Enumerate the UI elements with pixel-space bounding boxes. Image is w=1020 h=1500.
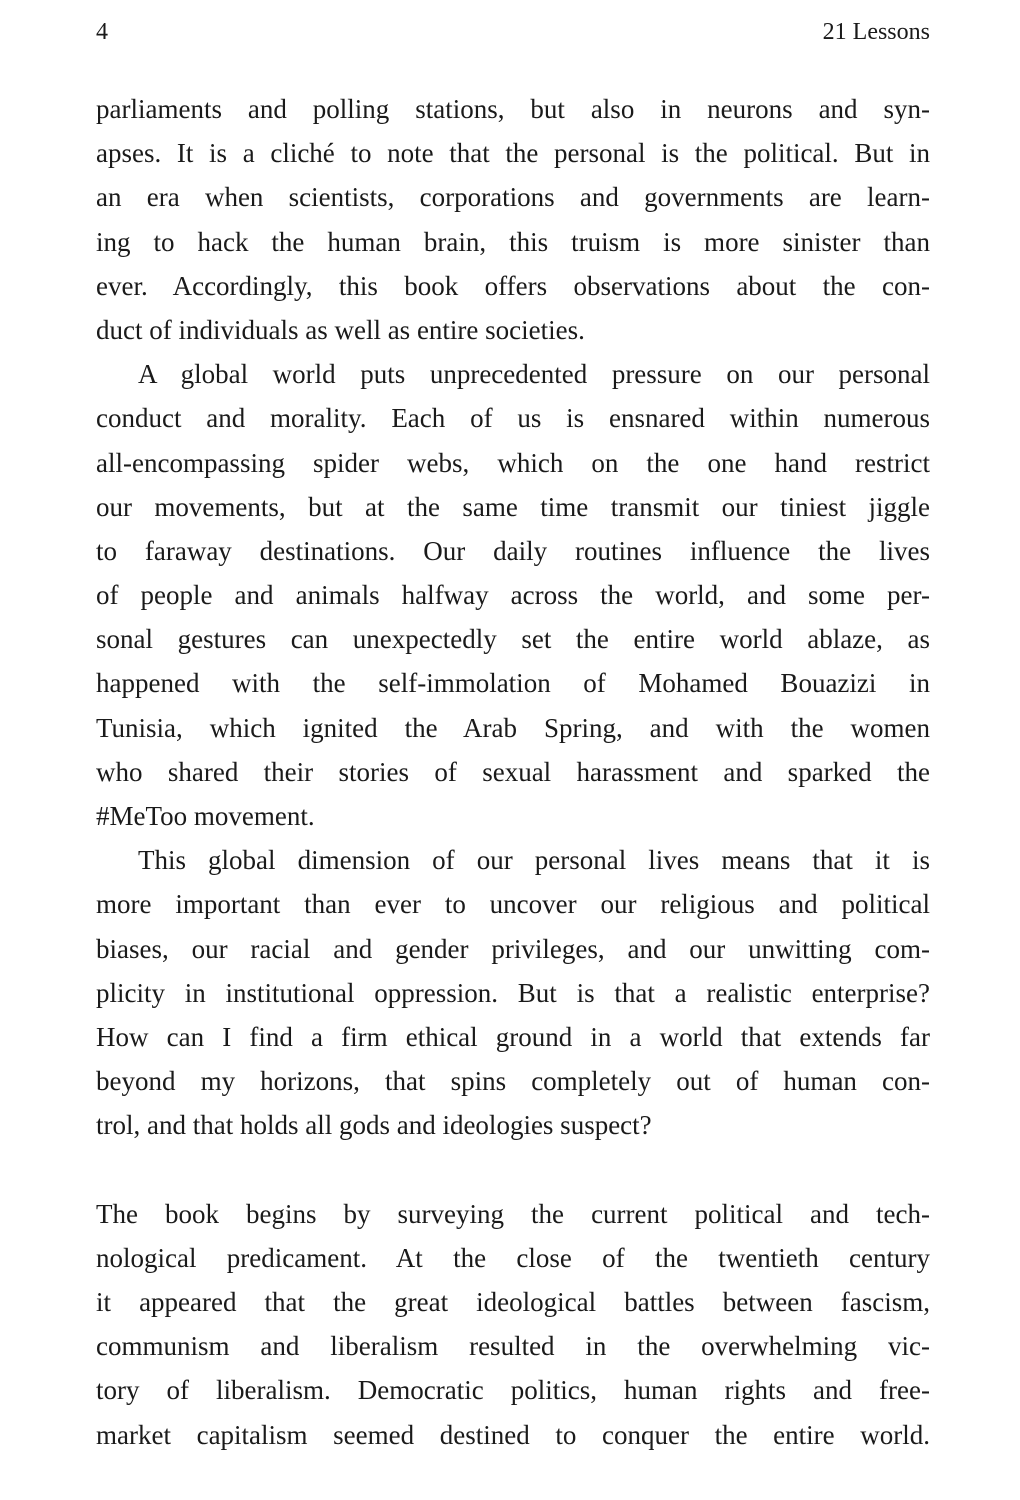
paragraph [96,1192,930,1457]
text-line: an era when scientists, corporations and governments are learn- [96,182,930,213]
text-line: conduct and morality. Each of us is ensnared within numerous [96,403,930,434]
section-break [96,1148,930,1192]
text-line: plicity in institutional oppression. But is that a realistic enterprise? [96,977,930,1008]
text-line: who shared their stories of sexual harassment and sparked the [96,756,930,787]
text-line: apses. It is a cliché to note that the personal is the political. But in [96,138,930,169]
text-line: communism and liberalism resulted in the overwhelming vic- [96,1331,930,1362]
text-line: How can I find a firm ethical ground in a world that extends far [96,1021,930,1052]
text-line: parliaments and polling stations, but also in neurons and syn- [96,94,930,124]
text-line: nological predicament. At the close of the twentieth century [96,1242,930,1273]
text-line: beyond my horizons, that spins completely out of human con- [96,1066,930,1097]
text-line: Tunisia, which ignited the Arab Spring, and with the women [96,712,930,743]
text-line: market capitalism seemed destined to conquer the entire world. [96,1419,930,1450]
book-title: 21 Lessons [822,19,930,45]
text-line: trol, and that holds all gods and ideologies suspect? [96,1110,652,1141]
page-number: 4 [96,19,108,45]
text-line: our movements, but at the same time transmit our tiniest jiggle [96,491,930,522]
running-head [96,14,930,50]
paragraph [96,838,930,1147]
text-line: more important than ever to uncover our religious and political [96,889,930,920]
text-line: duct of individuals as well as entire societies. [96,314,585,345]
text-line: #MeToo movement. [96,801,315,831]
text-line: ing to hack the human brain, this truism is more sinister than [96,226,930,257]
text-line: The book begins by surveying the current political and tech- [96,1198,930,1229]
text-line: ever. Accordingly, this book offers observations about the con- [96,270,930,301]
text-line: to faraway destinations. Our daily routines influence the lives [96,535,930,566]
text-line: all-encompassing spider webs, which on the one hand restrict [96,447,930,478]
text-line: of people and animals halfway across the world, and some per- [96,580,930,611]
body-text [96,87,930,1457]
text-line: happened with the self-immolation of Mohamed Bouazizi in [96,668,930,699]
text-line: A global world puts unprecedented pressure on our personal [138,359,930,390]
text-line: biases, our racial and gender privileges, and our unwitting com- [96,933,930,964]
text-line: tory of liberalism. Democratic politics, human rights and free- [96,1375,930,1406]
text-line: sonal gestures can unexpectedly set the entire world ablaze, as [96,624,930,655]
text-line: This global dimension of our personal lives means that it is [138,845,930,876]
paragraph [96,87,930,352]
text-line: it appeared that the great ideological battles between fascism, [96,1287,930,1318]
paragraph [96,352,930,838]
